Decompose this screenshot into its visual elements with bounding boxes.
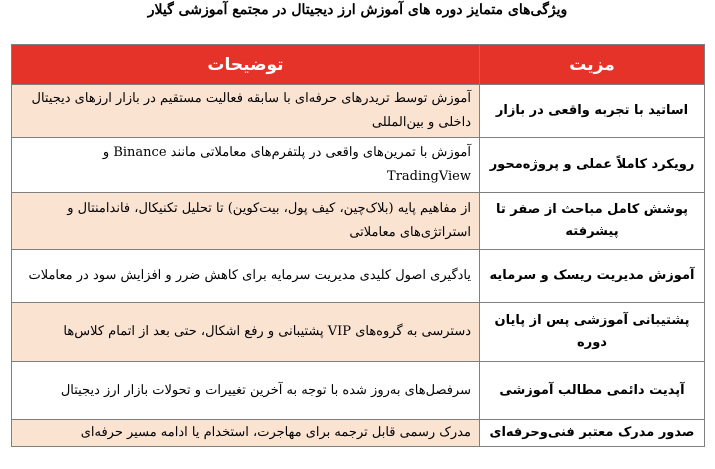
feature-cell: آموزش مدیریت ریسک و سرمایه: [480, 250, 705, 303]
feature-cell: پوشش کامل مباحث از صفر تا پیشرفته: [480, 193, 705, 250]
table-row: [12, 193, 705, 250]
feature-cell: آپدیت دائمی مطالب آموزشی: [480, 362, 705, 420]
description-cell: مدرک رسمی قابل ترجمه برای مهاجرت، استخدام یا ادامه مسیر حرفه‌ای: [12, 420, 480, 447]
table-row: [12, 250, 705, 303]
description-cell: از مفاهیم پایه (بلاک‌چین، کیف پول، بیت‌کوین) تا تحلیل تکنیکال، فاندامنتال و استراتژی‌های معاملاتی: [12, 193, 480, 250]
header-feature: مزیت: [480, 45, 705, 85]
description-cell: آموزش با تمرین‌های واقعی در پلتفرم‌های معاملاتی مانند Binance و TradingView: [12, 138, 480, 193]
description-cell: آموزش توسط تریدرهای حرفه‌ای با سابقه فعالیت مستقیم در بازار ارزهای دیجیتال داخلی و بین‌المللی: [12, 85, 480, 138]
feature-cell: اساتید با تجربه واقعی در بازار: [480, 85, 705, 138]
description-cell: سرفصل‌های به‌روز شده با توجه به آخرین تغییرات و تحولات بازار ارز دیجیتال: [12, 362, 480, 420]
table-row: [12, 303, 705, 362]
feature-cell: صدور مدرک معتبر فنی‌وحرفه‌ای: [480, 420, 705, 447]
header-description: توضیحات: [12, 45, 480, 85]
table-row: [12, 420, 705, 447]
page-title: ویژگی‌های متمایز دوره های آموزش ارز دیجیتال در مجتمع آموزشی گیلار: [147, 2, 568, 18]
description-cell: یادگیری اصول کلیدی مدیریت سرمایه برای کاهش ضرر و افزایش سود در معاملات: [12, 250, 480, 303]
feature-cell: رویکرد کاملاً عملی و پروژه‌محور: [480, 138, 705, 193]
features-table: [11, 44, 705, 447]
description-cell: دسترسی به گروه‌های VIP پشتیبانی و رفع اشکال، حتی بعد از اتمام کلاس‌ها: [12, 303, 480, 362]
table-row: [12, 138, 705, 193]
table-row: [12, 362, 705, 420]
table-row: [12, 85, 705, 138]
feature-cell: پشتیبانی آموزشی پس از پایان دوره: [480, 303, 705, 362]
table-header-row: [12, 45, 705, 85]
